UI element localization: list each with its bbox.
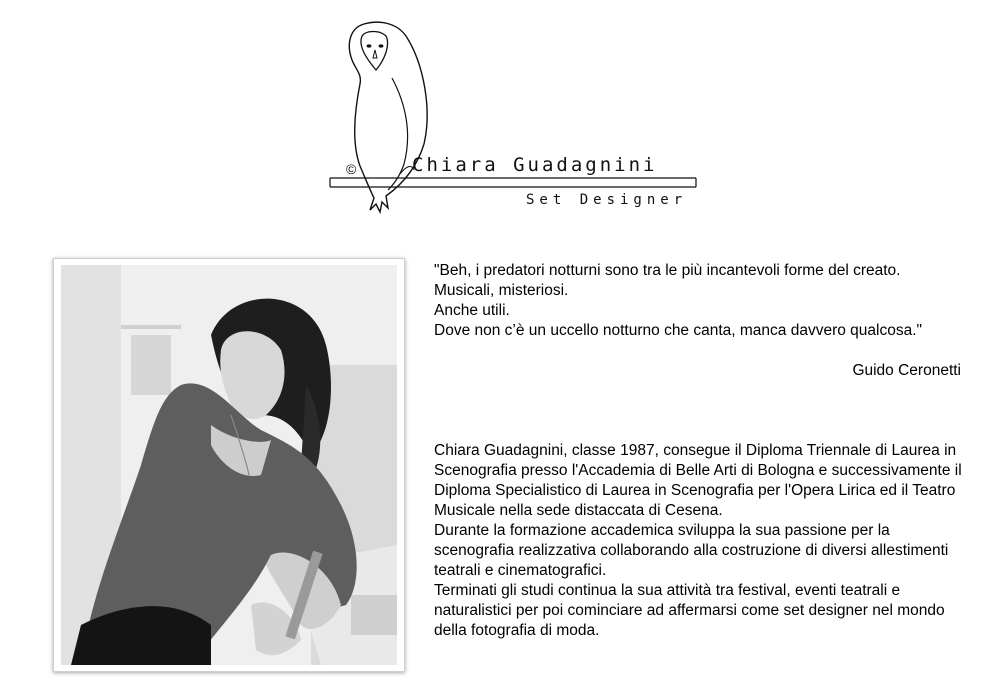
bio-paragraph: Terminati gli studi continua la sua attività tra festival, eventi teatrali e naturalistici per poi cominciare ad affermarsi come set designer nel mondo della fotografia di moda. <box>434 582 945 639</box>
quote-line: Anche utili. <box>434 302 510 319</box>
quote-line: Dove non c’è un uccello notturno che canta, manca davvero qualcosa." <box>434 322 923 339</box>
quote-author: Guido Ceronetti <box>852 362 961 379</box>
quote-block <box>434 261 964 341</box>
site-logo[interactable] <box>320 14 710 219</box>
quote-line: Musicali, misteriosi. <box>434 282 569 299</box>
brand-name: Chiara Guadagnini <box>412 154 658 176</box>
owl-logo-icon <box>320 14 710 219</box>
bio-paragraph: Chiara Guadagnini, classe 1987, consegue il Diploma Triennale di Laurea in Scenografia presso l'Accademia di Belle Arti di Bologna e successivamente il Diploma Specialistico di Laurea in Scenografia per l'Opera Lirica ed il Teatro Musicale nella sede distaccata di Cesena. <box>434 442 962 519</box>
copyright-symbol: © <box>346 161 357 177</box>
portrait-photo <box>61 265 397 665</box>
bio-paragraph: Durante la formazione accademica sviluppa la sua passione per la scenografia realizzativa collaborando alla costruzione di diversi allestimenti teatrali e cinematografici. <box>434 522 949 579</box>
quote-line: "Beh, i predatori notturni sono tra le più incantevoli forme del creato. <box>434 262 901 279</box>
biography <box>434 441 964 641</box>
brand-subtitle: Set Designer <box>526 192 688 208</box>
portrait-frame <box>53 258 405 672</box>
